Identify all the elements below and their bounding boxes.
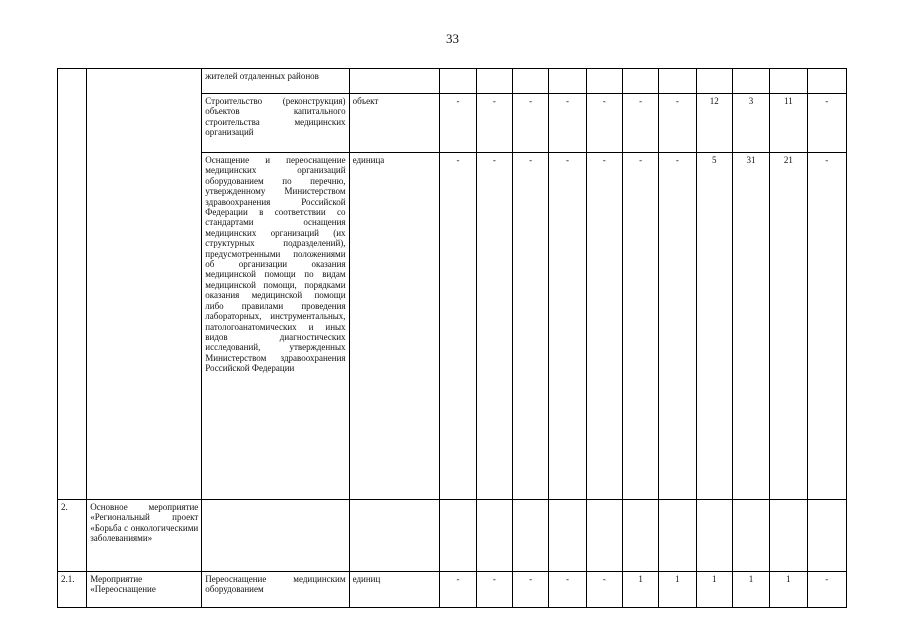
value-cell — [549, 69, 586, 94]
value-cell: - — [549, 572, 586, 608]
value-cell — [586, 500, 622, 572]
value-cell — [807, 69, 846, 94]
indicator-cell: Оснащение и переоснащение медицинских организаций оборудованием по перечню, утвержденному Министерством здравоохранения Российской Федерации в соответствии со стандартами оснащения медицинских организаций (их структурных подразделений), предусмотренными положениями об организации оказания медицинской помощи по видам медицинской помощи, порядками оказания медицинской помощи либо правилами проведения лабораторных, инструментальных, патологоанатомических и иных видов диагностических исследований, утвержденных Министерством здравоохранения Российской Федерации — [202, 153, 349, 500]
value-cell: - — [549, 94, 586, 153]
table-row — [58, 69, 847, 94]
indicators-table — [57, 68, 847, 608]
value-cell — [807, 500, 846, 572]
value-cell — [549, 500, 586, 572]
value-cell: - — [622, 94, 658, 153]
value-cell — [586, 69, 622, 94]
value-cell: - — [586, 572, 622, 608]
value-cell — [622, 500, 658, 572]
value-cell: 3 — [732, 94, 769, 153]
value-cell: - — [512, 153, 548, 500]
value-cell: - — [476, 572, 512, 608]
value-cell — [512, 69, 548, 94]
value-cell: - — [440, 94, 476, 153]
row-number-cell — [58, 69, 87, 500]
indicator-cell: жителей отдаленных районов — [202, 69, 349, 94]
event-cell: Мероприятие «Переоснащение — [87, 572, 202, 608]
value-cell: - — [659, 153, 696, 500]
value-cell: - — [622, 153, 658, 500]
value-cell: - — [807, 572, 846, 608]
value-cell: - — [586, 94, 622, 153]
value-cell: 31 — [732, 153, 769, 500]
value-cell — [440, 500, 476, 572]
value-cell: 1 — [659, 572, 696, 608]
table-row — [58, 572, 847, 608]
value-cell: - — [586, 153, 622, 500]
indicator-cell: Строительство (реконструкция) объектов капитального строительства медицинских организаций — [202, 94, 349, 153]
value-cell: 21 — [770, 153, 807, 500]
value-cell — [512, 500, 548, 572]
unit-cell: единица — [349, 153, 440, 500]
value-cell — [622, 69, 658, 94]
value-cell: 1 — [696, 572, 732, 608]
value-cell: - — [807, 94, 846, 153]
indicator-cell — [202, 500, 349, 572]
event-cell — [87, 69, 202, 500]
row-number-cell: 2. — [58, 500, 87, 572]
value-cell: - — [440, 153, 476, 500]
unit-cell — [349, 69, 440, 94]
value-cell: - — [440, 572, 476, 608]
value-cell: - — [659, 94, 696, 153]
value-cell — [696, 500, 732, 572]
value-cell — [659, 69, 696, 94]
value-cell: - — [807, 153, 846, 500]
unit-cell — [349, 500, 440, 572]
value-cell — [770, 500, 807, 572]
value-cell — [732, 500, 769, 572]
value-cell — [732, 69, 769, 94]
value-cell: - — [512, 572, 548, 608]
value-cell: 11 — [770, 94, 807, 153]
value-cell — [696, 69, 732, 94]
value-cell — [440, 69, 476, 94]
page-number: 33 — [446, 31, 459, 46]
value-cell: 5 — [696, 153, 732, 500]
value-cell: - — [476, 94, 512, 153]
value-cell: - — [476, 153, 512, 500]
unit-cell: единиц — [349, 572, 440, 608]
value-cell: 1 — [732, 572, 769, 608]
value-cell: 1 — [770, 572, 807, 608]
value-cell — [770, 69, 807, 94]
value-cell: 12 — [696, 94, 732, 153]
value-cell: - — [549, 153, 586, 500]
indicator-cell: Переоснащение медицинским оборудованием — [202, 572, 349, 608]
unit-cell: объект — [349, 94, 440, 153]
value-cell: - — [512, 94, 548, 153]
value-cell — [659, 500, 696, 572]
row-number-cell: 2.1. — [58, 572, 87, 608]
table-row — [58, 500, 847, 572]
event-cell: Основное мероприятие «Региональный проект «Борьба с онкологическими заболеваниями» — [87, 500, 202, 572]
value-cell — [476, 500, 512, 572]
value-cell: 1 — [622, 572, 658, 608]
value-cell — [476, 69, 512, 94]
